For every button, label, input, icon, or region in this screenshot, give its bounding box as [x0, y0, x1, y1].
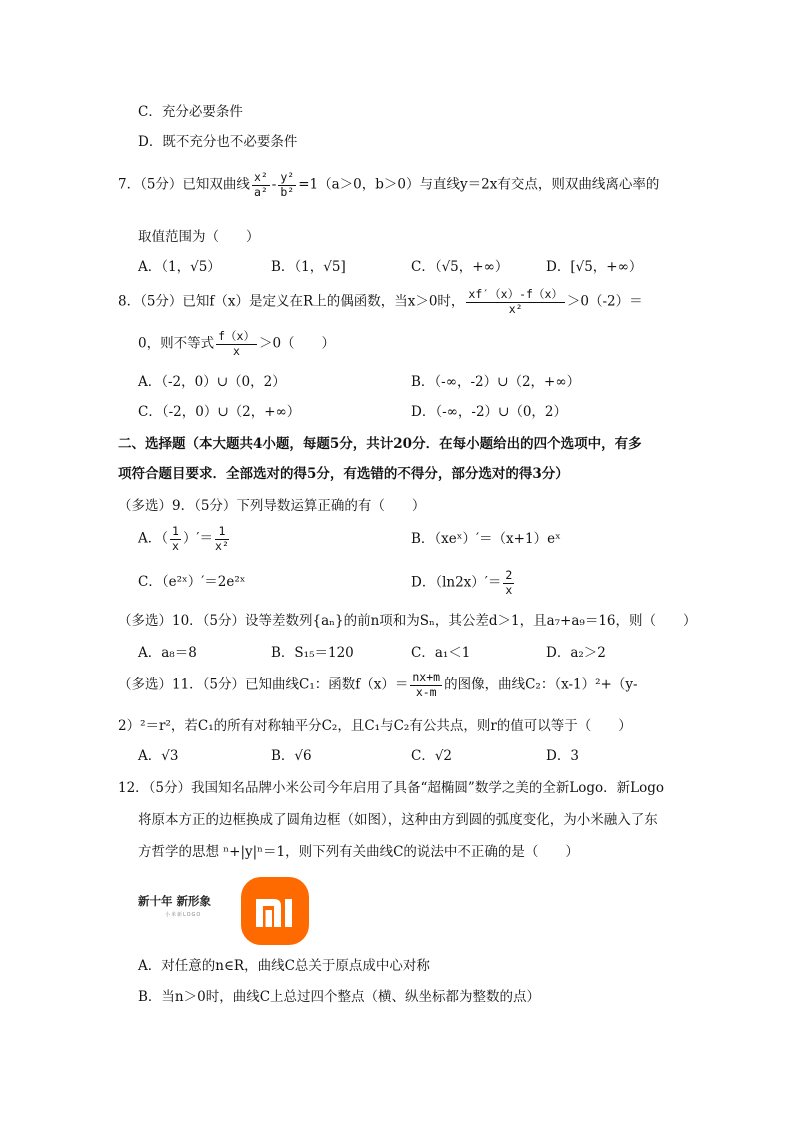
q7-option-b: B．（1，√5] [271, 259, 346, 275]
q7-option-c: C．（√5，+∞） [411, 259, 509, 275]
q12-stem: 12．（5分）我国知名品牌小米公司今年启用了具备“超椭圆”数学之美的全新Logo．新Logo [118, 780, 665, 796]
q7-fraction-x: $\frac{\text{x²}}{\text{a²}}$ [253, 170, 268, 199]
q7-stem: 7．（5分）已知双曲线 $\frac{\text{x²}}{\text{a²}}$ - $\frac{\text{y²}}{\text{b²}}$ =1（a＞0，b＞0）与直线y＝2x有交点，则双曲线离心率的 [118, 170, 660, 199]
q12-stem-line2: 将原本方正的边框换成了圆角边框（如图），这种由方到圆的弧度变化，为小米融入了东 [138, 812, 658, 828]
q8-stem: 8．（5分）已知f（x）是定义在R上的偶函数，当x＞0时， $\frac{xf'(x)-f(x)}{\text{x²}}$ ＞0（-2）＝ [118, 287, 643, 316]
q8-option-c: C．（-2，0）∪（2，+∞） [138, 404, 301, 420]
q8-fraction-2: $\frac{f(x)}{x}$ [218, 329, 255, 358]
logo-caption: 新十年 新形象 [138, 894, 212, 908]
q9-option-b: B．（xeˣ）′＝（x+1）eˣ [411, 531, 561, 547]
q8-option-b: B．（-∞，-2）∪（2，+∞） [411, 374, 581, 390]
q9-stem: （多选）9．（5分）下列导数运算正确的有（ ） [118, 498, 426, 514]
q11-option-a: A．√3 [138, 748, 179, 764]
section-2-heading: 二、选择题（本大题共4小题，每题5分，共计20分．在每小题给出的四个选项中，有多 [118, 436, 642, 452]
q10-stem: （多选）10．（5分）设等差数列{aₙ}的前n项和为Sₙ，其公差d＞1，且a₇+a₉＝16，则（ ） [118, 613, 697, 629]
q11-fraction: $\frac{nx+m}{x-m}$ [412, 670, 441, 699]
q11-stem-line2: 2）²＝r²，若C₁的所有对称轴平分C₂，且C₁与C₂有公共点，则r的值可以等于（ ） [118, 718, 632, 734]
q6-option-d: D．既不充分也不必要条件 [138, 134, 298, 150]
xiaomi-logo [241, 877, 309, 945]
q12-stem-line3: 方哲学的思想 ⁿ+|y|ⁿ＝1，则下列有关曲线C的说法中不正确的是（ ） [138, 844, 579, 860]
section-2-heading-line2: 项符合题目要求．全部选对的得5分，有选错的不得分，部分选对的得3分） [118, 466, 569, 482]
q10-option-a: A．a₈＝8 [138, 645, 197, 661]
q10-option-b: B．S₁₅＝120 [271, 645, 354, 661]
q12-option-a: A．对任意的n∈R，曲线C总关于原点成中心对称 [138, 958, 430, 974]
q11-option-c: C．√2 [411, 748, 453, 764]
q11-stem: （多选）11．（5分）已知曲线C₁：函数f（x）＝ $\frac{nx+m}{x-m}$ 的图像，曲线C₂：（x-1）²+（y- [118, 670, 638, 699]
logo-subcaption: 小米新LOGO [165, 912, 202, 918]
q11-option-b: B．√6 [271, 748, 312, 764]
q8-fraction: $\frac{xf'(x)-f(x)}{\text{x²}}$ [468, 287, 563, 316]
q7-option-a: A．（1，√5） [138, 259, 221, 275]
q9-option-d: D．（ln2x）′＝ $\frac{2}{x}$ [411, 568, 513, 597]
q11-option-d: D．3 [546, 748, 579, 764]
mi-glyph-icon [241, 877, 309, 945]
q10-option-d: D．a₂＞2 [546, 645, 606, 661]
q7-stem-line2: 取值范围为（ ） [138, 229, 260, 245]
q12-option-b: B．当n＞0时，曲线C上总过四个整点（横、纵坐标都为整数的点） [138, 989, 541, 1005]
q7-option-d: D．[√5，+∞） [546, 259, 643, 275]
q8-option-d: D．（-∞，-2）∪（0，2） [411, 404, 568, 420]
q8-option-a: A．（-2，0）∪（0，2） [138, 374, 286, 390]
q6-option-c: C．充分必要条件 [138, 104, 243, 120]
q10-option-c: C．a₁＜1 [411, 645, 471, 661]
q7-fraction-y: $\frac{\text{y²}}{\text{b²}}$ [280, 170, 295, 199]
q8-stem-line2: 0，则不等式 $\frac{f(x)}{x}$ ＞0（ ） [138, 329, 336, 358]
q9-option-c: C．（e²ˣ）′＝2e²ˣ [138, 574, 246, 590]
q9-option-a: A．（ $\frac{1}{x}$ ）′＝ $\frac{1}{\text{x²}}$ [138, 524, 229, 553]
